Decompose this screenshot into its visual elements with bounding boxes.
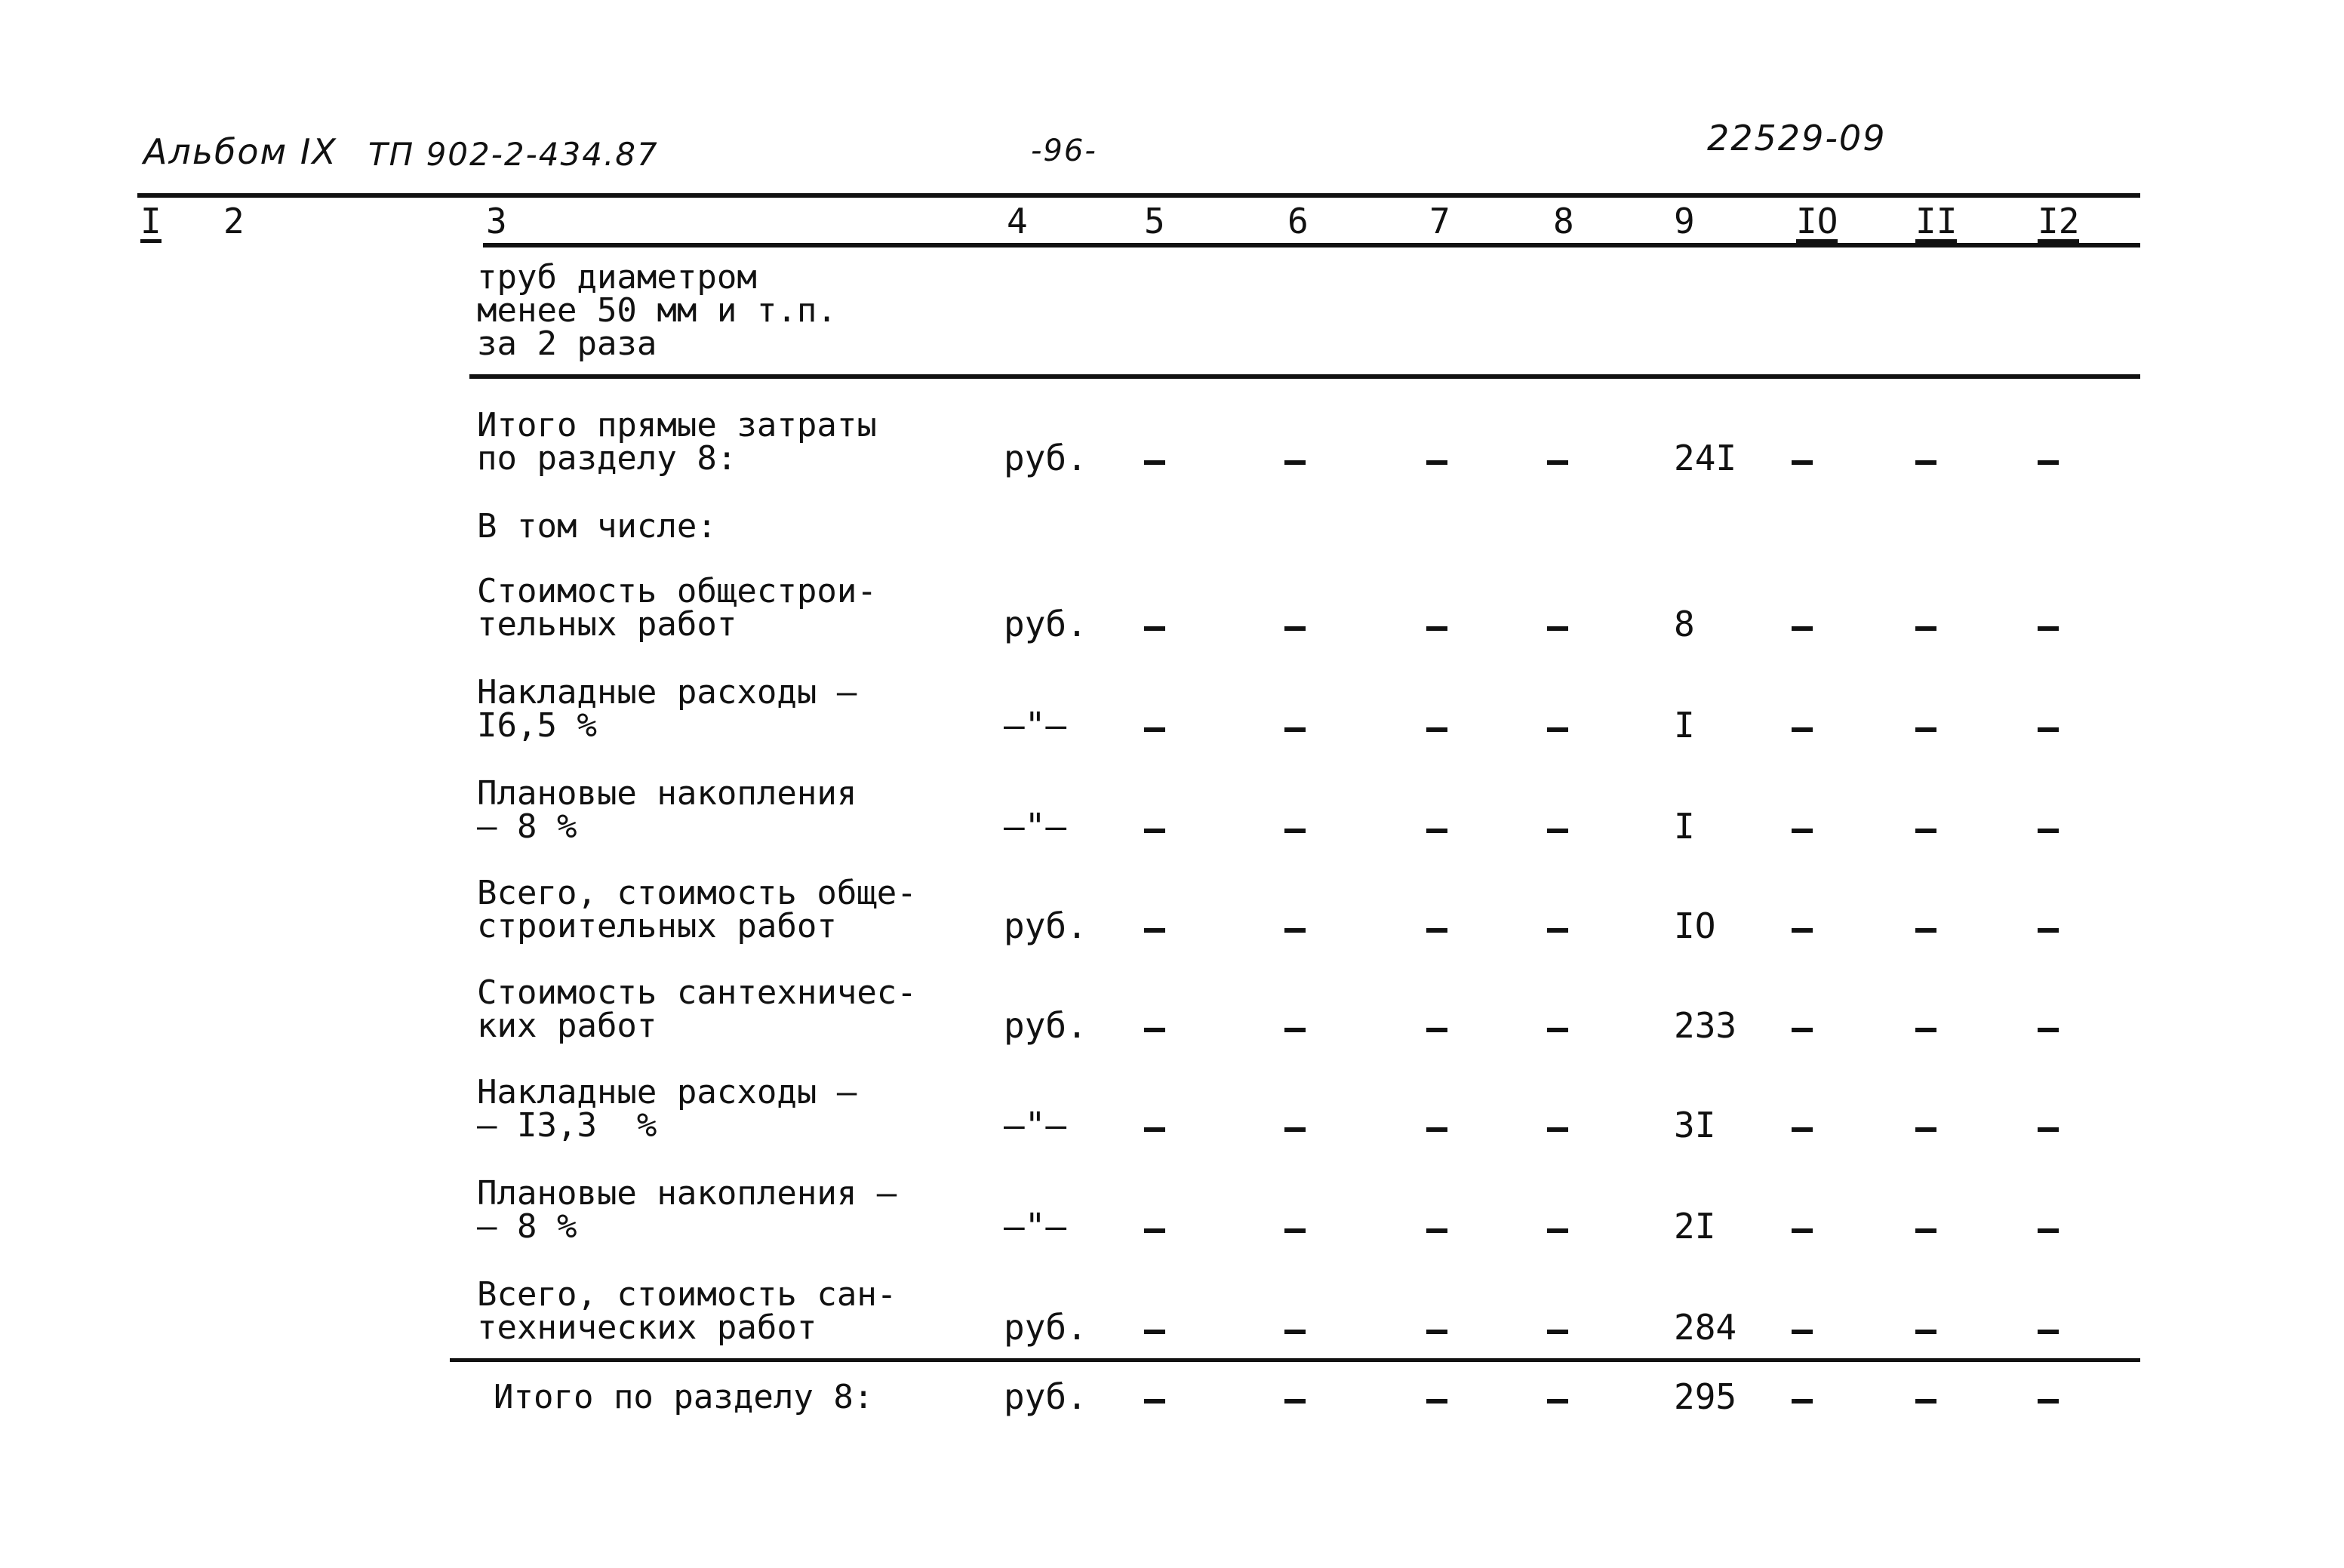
empty-cell <box>1547 1108 1570 1142</box>
empty-cell <box>1284 1209 1307 1244</box>
dash-mark <box>1284 626 1306 631</box>
empty-cell <box>1792 1108 1814 1142</box>
dash-mark <box>1915 1330 1936 1334</box>
dash-mark <box>1426 1127 1447 1132</box>
unit-cell: –"– <box>1004 705 1067 746</box>
dash-mark <box>1792 928 1813 933</box>
empty-cell <box>1144 1379 1167 1414</box>
empty-cell <box>1284 607 1307 641</box>
empty-cell <box>1792 708 1814 742</box>
column-number: 3 <box>486 201 507 241</box>
empty-cell <box>2038 607 2060 641</box>
amount-cell: IO <box>1674 905 1716 946</box>
unit-cell: –"– <box>1004 1206 1067 1247</box>
column-number: 8 <box>1553 201 1574 241</box>
dash-mark <box>2038 727 2059 732</box>
dash-mark <box>1792 1127 1813 1132</box>
unit-cell: –"– <box>1004 806 1067 847</box>
empty-cell <box>1144 1310 1167 1345</box>
amount-cell: I <box>1674 705 1695 746</box>
empty-cell <box>1547 1310 1570 1345</box>
dash-mark <box>1547 1228 1568 1233</box>
empty-cell <box>2038 1310 2060 1345</box>
row-description: Всего, стоимость обще- строительных работ <box>477 874 917 945</box>
header-rule-top <box>137 193 2140 198</box>
empty-cell <box>2038 1108 2060 1142</box>
empty-cell <box>1144 809 1167 844</box>
amount-cell: 295 <box>1674 1376 1737 1417</box>
empty-cell <box>1284 1379 1307 1414</box>
empty-cell <box>1547 809 1570 844</box>
empty-cell <box>1144 909 1167 943</box>
empty-cell <box>1547 708 1570 742</box>
empty-cell <box>1426 441 1449 475</box>
dash-mark <box>1915 727 1936 732</box>
empty-cell <box>1915 441 1938 475</box>
dash-mark <box>1284 1028 1306 1032</box>
dash-mark <box>1426 1028 1447 1032</box>
dash-mark <box>1426 1399 1447 1404</box>
empty-cell <box>1284 441 1307 475</box>
dash-mark <box>1284 829 1306 833</box>
dash-mark <box>1426 829 1447 833</box>
row-description: Плановые накопления – – 8 % <box>477 1174 897 1246</box>
dash-mark <box>1284 1228 1306 1233</box>
empty-cell <box>1792 1209 1814 1244</box>
empty-cell <box>1792 441 1814 475</box>
row-description: Накладные расходы – I6,5 % <box>477 673 857 745</box>
empty-cell <box>1284 1008 1307 1043</box>
empty-cell <box>1915 1008 1938 1043</box>
empty-cell <box>1144 1108 1167 1142</box>
empty-cell <box>2038 1008 2060 1043</box>
empty-cell <box>1792 809 1814 844</box>
empty-cell <box>1792 607 1814 641</box>
dash-mark <box>2038 928 2059 933</box>
dash-mark <box>1144 1399 1165 1404</box>
dash-mark <box>1284 1127 1306 1132</box>
empty-cell <box>1915 1108 1938 1142</box>
empty-cell <box>2038 1379 2060 1414</box>
dash-mark <box>1792 460 1813 465</box>
row-description: Стоимость общестрои- тельных работ <box>477 572 877 644</box>
dash-mark <box>1792 829 1813 833</box>
empty-cell <box>1426 1008 1449 1043</box>
dash-mark <box>1792 1330 1813 1334</box>
dash-mark <box>1792 1228 1813 1233</box>
dash-mark <box>1792 626 1813 631</box>
empty-cell <box>1426 1209 1449 1244</box>
dash-mark <box>1426 1228 1447 1233</box>
dash-mark <box>1547 727 1568 732</box>
dash-mark <box>1426 928 1447 933</box>
column-number: 5 <box>1144 201 1165 241</box>
dash-mark <box>1284 460 1306 465</box>
dash-mark <box>1915 829 1936 833</box>
dash-mark <box>1144 1228 1165 1233</box>
dash-mark <box>1915 460 1936 465</box>
dash-mark <box>1284 1399 1306 1404</box>
dash-mark <box>1426 727 1447 732</box>
dash-mark <box>1915 1399 1936 1404</box>
dash-mark <box>1547 829 1568 833</box>
unit-cell: руб. <box>1004 905 1087 946</box>
empty-cell <box>1426 607 1449 641</box>
continuation-text: труб диаметром менее 50 мм и т.п. за 2 раза <box>477 258 837 363</box>
total-divider <box>450 1358 2140 1362</box>
row-description: Всего, стоимость сан- технических работ <box>477 1275 897 1347</box>
dash-mark <box>2038 1127 2059 1132</box>
dash-mark <box>1144 727 1165 732</box>
column-number: I2 <box>2038 201 2080 241</box>
empty-cell <box>1915 607 1938 641</box>
amount-cell: 2I <box>1674 1206 1716 1247</box>
project-code: ТП 902-2-434.87 <box>368 136 659 173</box>
dash-mark <box>1426 460 1447 465</box>
empty-cell <box>1915 1379 1938 1414</box>
column-number: 7 <box>1429 201 1450 241</box>
row-description: Плановые накопления – 8 % <box>477 774 857 846</box>
column-number: IO <box>1796 201 1838 241</box>
empty-cell <box>1144 1209 1167 1244</box>
empty-cell <box>1284 909 1307 943</box>
empty-cell <box>1792 909 1814 943</box>
column-number: 4 <box>1007 201 1028 241</box>
dash-mark <box>1284 727 1306 732</box>
empty-cell <box>2038 1209 2060 1244</box>
dash-mark <box>1915 626 1936 631</box>
amount-cell: 8 <box>1674 604 1695 644</box>
dash-mark <box>2038 1330 2059 1334</box>
empty-cell <box>1792 1379 1814 1414</box>
empty-cell <box>1426 708 1449 742</box>
empty-cell <box>1547 909 1570 943</box>
empty-cell <box>1915 909 1938 943</box>
empty-cell <box>1915 809 1938 844</box>
dash-mark <box>2038 626 2059 631</box>
column-number: 6 <box>1287 201 1309 241</box>
empty-cell <box>1144 1008 1167 1043</box>
column-number: II <box>1915 201 1958 241</box>
row-description: Итого прямые затраты по разделу 8: <box>477 406 877 478</box>
row-description: В том числе: <box>477 507 717 546</box>
column-number: 2 <box>223 201 245 241</box>
empty-cell <box>1284 809 1307 844</box>
empty-cell <box>1547 607 1570 641</box>
amount-cell: 3I <box>1674 1105 1716 1145</box>
dash-mark <box>1144 928 1165 933</box>
dash-mark <box>1144 829 1165 833</box>
unit-cell: руб. <box>1004 1376 1087 1417</box>
album-label: Альбом IX <box>143 131 337 172</box>
empty-cell <box>1426 909 1449 943</box>
empty-cell <box>1144 441 1167 475</box>
section-divider <box>469 374 2140 379</box>
dash-mark <box>1547 928 1568 933</box>
empty-cell <box>1144 708 1167 742</box>
unit-cell: руб. <box>1004 438 1087 478</box>
empty-cell <box>1915 1209 1938 1244</box>
unit-cell: руб. <box>1004 604 1087 644</box>
empty-cell <box>2038 441 2060 475</box>
empty-cell <box>1547 1008 1570 1043</box>
dash-mark <box>1915 1127 1936 1132</box>
dash-mark <box>1547 1330 1568 1334</box>
empty-cell <box>1915 1310 1938 1345</box>
column-number: I <box>140 201 161 241</box>
empty-cell <box>1792 1310 1814 1345</box>
dash-mark <box>1144 1330 1165 1334</box>
unit-cell: –"– <box>1004 1105 1067 1145</box>
dash-mark <box>1144 626 1165 631</box>
dash-mark <box>1547 626 1568 631</box>
empty-cell <box>2038 708 2060 742</box>
empty-cell <box>1284 1310 1307 1345</box>
dash-mark <box>1144 1127 1165 1132</box>
dash-mark <box>1426 1330 1447 1334</box>
dash-mark <box>1144 460 1165 465</box>
dash-mark <box>2038 1228 2059 1233</box>
dash-mark <box>1547 1399 1568 1404</box>
dash-mark <box>1284 1330 1306 1334</box>
row-description: Стоимость сантехничес- ких работ <box>477 973 917 1045</box>
empty-cell <box>2038 809 2060 844</box>
empty-cell <box>1547 441 1570 475</box>
dash-mark <box>1792 727 1813 732</box>
empty-cell <box>1426 1310 1449 1345</box>
dash-mark <box>1144 1028 1165 1032</box>
dash-mark <box>2038 460 2059 465</box>
row-description: Итого по разделу 8: <box>494 1378 874 1416</box>
dash-mark <box>1547 460 1568 465</box>
dash-mark <box>2038 1028 2059 1032</box>
unit-cell: руб. <box>1004 1307 1087 1348</box>
dash-mark <box>1915 1028 1936 1032</box>
document-code: 22529-09 <box>1707 118 1887 158</box>
unit-cell: руб. <box>1004 1005 1087 1046</box>
empty-cell <box>1547 1209 1570 1244</box>
dash-mark <box>1792 1399 1813 1404</box>
empty-cell <box>2038 909 2060 943</box>
empty-cell <box>1792 1008 1814 1043</box>
amount-cell: 233 <box>1674 1005 1737 1046</box>
row-description: Накладные расходы – – I3,3 % <box>477 1073 857 1145</box>
header-rule-bottom <box>483 243 2140 247</box>
empty-cell <box>1547 1379 1570 1414</box>
amount-cell: 284 <box>1674 1307 1737 1348</box>
page-number: -96- <box>1031 134 1097 168</box>
empty-cell <box>1426 809 1449 844</box>
dash-mark <box>1915 928 1936 933</box>
dash-mark <box>2038 829 2059 833</box>
empty-cell <box>1426 1379 1449 1414</box>
empty-cell <box>1426 1108 1449 1142</box>
dash-mark <box>2038 1399 2059 1404</box>
dash-mark <box>1915 1228 1936 1233</box>
dash-mark <box>1547 1028 1568 1032</box>
dash-mark <box>1426 626 1447 631</box>
amount-cell: I <box>1674 806 1695 847</box>
amount-cell: 24I <box>1674 438 1737 478</box>
dash-mark <box>1792 1028 1813 1032</box>
empty-cell <box>1284 708 1307 742</box>
dash-mark <box>1284 928 1306 933</box>
empty-cell <box>1284 1108 1307 1142</box>
column-number: 9 <box>1674 201 1695 241</box>
empty-cell <box>1144 607 1167 641</box>
dash-mark <box>1547 1127 1568 1132</box>
empty-cell <box>1915 708 1938 742</box>
